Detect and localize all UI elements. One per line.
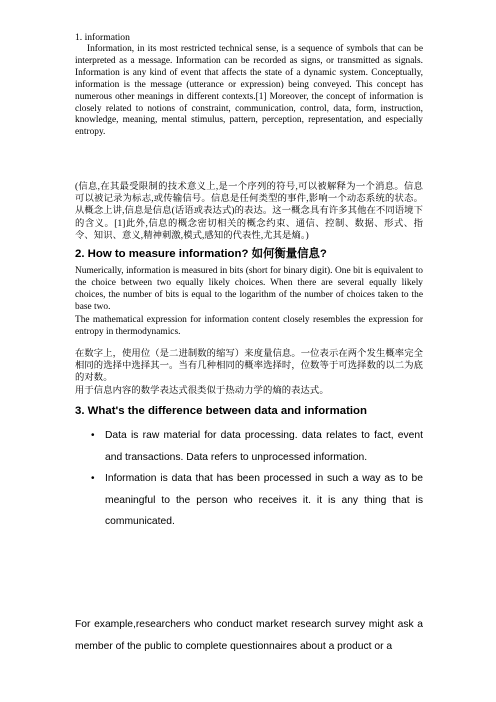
section3-bullet-list (91, 425, 423, 533)
bullet-text: Information is data that has been processed in such a way as to be meaningful to the person who receives it. it is any thing that is communicated. (105, 473, 423, 528)
section3-heading: 3. What's the difference between data and information (75, 405, 367, 417)
section3-paragraph: For example,researchers who conduct market research survey might ask a member of the public to complete questionnaires about a product or a (75, 619, 423, 652)
section2-paragraph-en-2: The mathematical expression for information content closely resembles the expression for entropy in thermodynamics. (75, 315, 423, 337)
section2-paragraph-cn-2: 用于信息内容的数学表达式很类似于热动力学的熵的表达式。 (75, 386, 329, 396)
list-item (91, 425, 423, 468)
bullet-icon: • (91, 430, 95, 441)
section2-paragraph-cn-1: 在数字上，使用位（是二进制数的缩写）来度量信息。一位表示在两个发生概率完全相同的选择中选择其一。当有几种相同的概率选择时，位数等于可选择数的以二为底的对数。 (75, 349, 423, 384)
section2-paragraph-en-1: Numerically, information is measured in bits (short for binary digit). One bit is equivalent to the choice between two equally likely choices. When there are several equally likely choices, the number of bits is equal to the logarithm of the number of choices taken to the base two. (75, 266, 423, 312)
bullet-text: Data is raw material for data processing. data relates to fact, event and transactions. Data refers to unprocessed information. (105, 430, 423, 463)
section2-heading: 2. How to measure information? 如何衡量信息? (75, 248, 327, 260)
section1-paragraph-cn: (信息,在其最受限制的技术意义上,是一个序列的符号,可以被解释为一个消息。信息可以被记录为标志,或传输信号。信息是任何类型的事件,影响一个动态系统的状态。从概念上讲,信息是信息(话语或表达式)的表达。这一概念具有许多其他在不同语境下的含义。[1]此外,信息的概念密切相关的概念约束、通信、控制、数据、形式、指令、知识、意义,精神刺激,模式,感知的代表性,尤其是熵。) (75, 182, 423, 241)
section1-heading: 1. information (75, 32, 130, 43)
section1-paragraph-en: Information, in its most restricted technical sense, is a sequence of symbols that can be interpreted as a message. Information can be recorded as signs, or transmitted as signals. Information is any kind of event that affects the state of a dynamic system. Conceptually, information is the message (utterance or expression) being conveyed. This concept has numerous other meanings in different contexts.[1] Moreover, the concept of information is closely related to notions of constraint, communication, control, data, form, instruction, knowledge, meaning, mental stimulus, pattern, perception, representation, and especially entropy. (75, 44, 423, 138)
list-item (91, 468, 423, 533)
bullet-icon: • (91, 473, 95, 485)
